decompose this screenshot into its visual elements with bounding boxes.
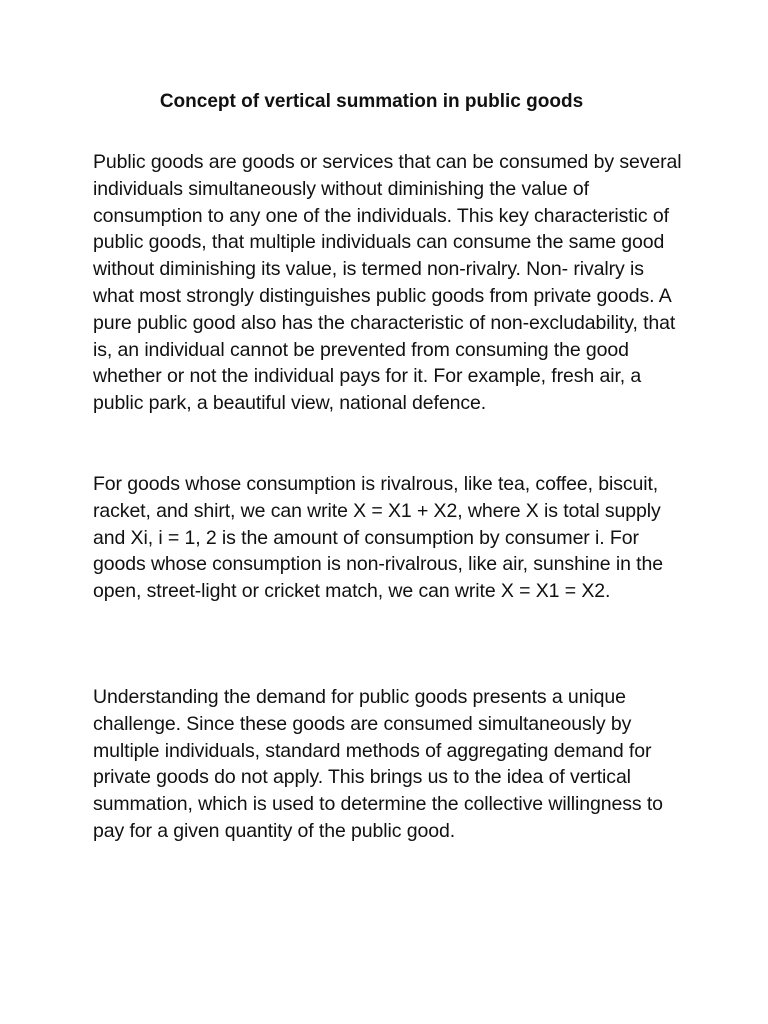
paragraph-rivalrous-consumption: For goods whose consumption is rivalrous, like tea, coffee, biscuit, racket, and shirt, we can write X = X1 + X2, where X is total supply and Xi, i = 1, 2 is the amount of consumption by consumer i. For goods whose consumption is non-rivalrous, like air, sunshine in the open, street-light or cricket match, we can write X = X1 = X2.: [93, 473, 663, 603]
paragraph-public-goods-definition: Public goods are goods or services that can be consumed by several individuals simultaneously without diminishing the value of consumption to any one of the individuals. This key characteristic of public goods, that multiple individuals can consume the same good without diminishing its value, is termed non-rivalry. Non- rivalry is what most strongly distinguishes public goods from private goods. A pure public good also has the characteristic of non-excludability, that is, an individual cannot be prevented from consuming the good whether or not the individual pays for it. For example, fresh air, a public park, a beautiful view, national defence.: [93, 151, 682, 415]
document-title: Concept of vertical summation in public goods: [159, 91, 584, 112]
paragraph-demand-vertical-summation: Understanding the demand for public goods presents a unique challenge. Since these goods are consumed simultaneously by multiple individuals, standard methods of aggregating demand for private goods do not apply. This brings us to the idea of vertical summation, which is used to determine the collective willingness to pay for a given quantity of the public good.: [93, 686, 663, 842]
